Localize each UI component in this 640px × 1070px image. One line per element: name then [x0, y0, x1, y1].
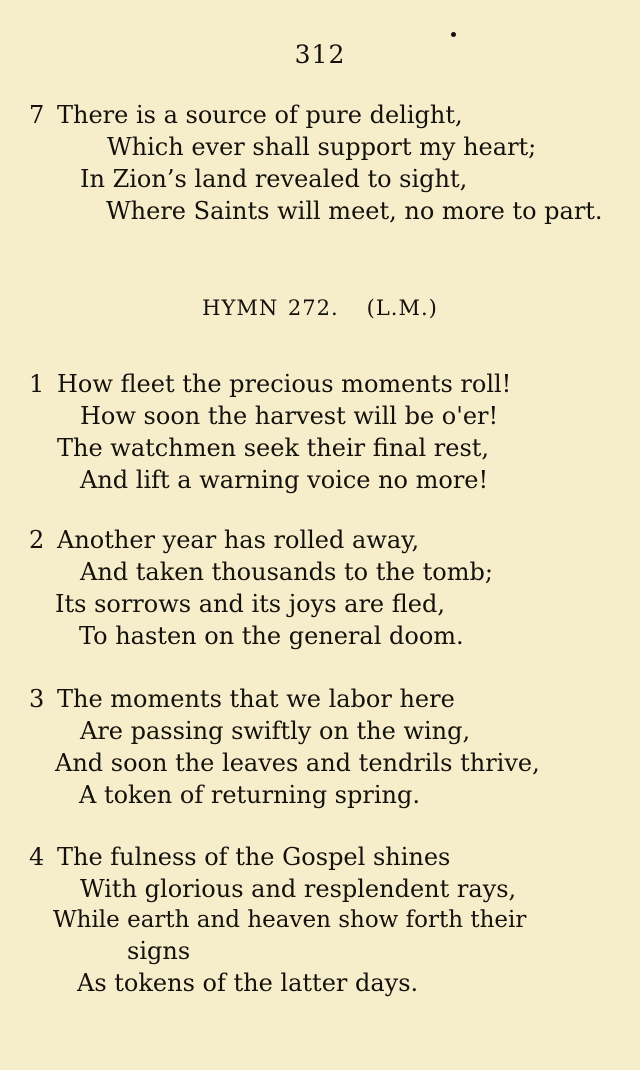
- verse-line: Are passing swiftly on the wing,: [80, 717, 471, 745]
- hymn-heading: [0, 296, 640, 320]
- verse-line: Which ever shall support my heart;: [107, 133, 537, 161]
- verse-line: The watchmen seek their final rest,: [57, 434, 490, 462]
- verse-line: As tokens of the latter days.: [77, 969, 419, 997]
- stanza-number: 4: [29, 843, 45, 871]
- verse-line: Its sorrows and its joys are fled,: [55, 590, 445, 618]
- stanza-number: 1: [29, 370, 45, 398]
- verse-line: And taken thousands to the tomb;: [80, 558, 493, 586]
- verse-line: A token of returning spring.: [79, 781, 420, 809]
- verse-line: How fleet the precious moments roll!: [57, 370, 512, 398]
- hymn-title: HYMN 272.: [202, 296, 339, 320]
- hymn-meter: (L.M.): [366, 296, 438, 320]
- verse-line: Where Saints will meet, no more to part.: [106, 197, 603, 225]
- verse-line: signs: [127, 937, 191, 965]
- page-number: 312: [294, 40, 346, 69]
- ink-dot: [451, 32, 456, 37]
- verse-line: While earth and heaven show forth their: [53, 907, 527, 933]
- stanza-number: 2: [29, 526, 45, 554]
- verse-line: And lift a warning voice no more!: [80, 466, 489, 494]
- verse-line: With glorious and resplendent rays,: [80, 875, 517, 903]
- stanza-number: 7: [29, 101, 45, 129]
- verse-line: The moments that we labor here: [57, 685, 455, 713]
- verse-line: In Zion’s land revealed to sight,: [80, 165, 468, 193]
- verse-line: Another year has rolled away,: [57, 526, 420, 554]
- verse-line: There is a source of pure delight,: [57, 101, 463, 129]
- verse-line: How soon the harvest will be o'er!: [80, 402, 499, 430]
- verse-line: The fulness of the Gospel shines: [57, 843, 451, 871]
- stanza-number: 3: [29, 685, 45, 713]
- verse-line: And soon the leaves and tendrils thrive,: [55, 749, 540, 777]
- verse-line: To hasten on the general doom.: [79, 622, 464, 650]
